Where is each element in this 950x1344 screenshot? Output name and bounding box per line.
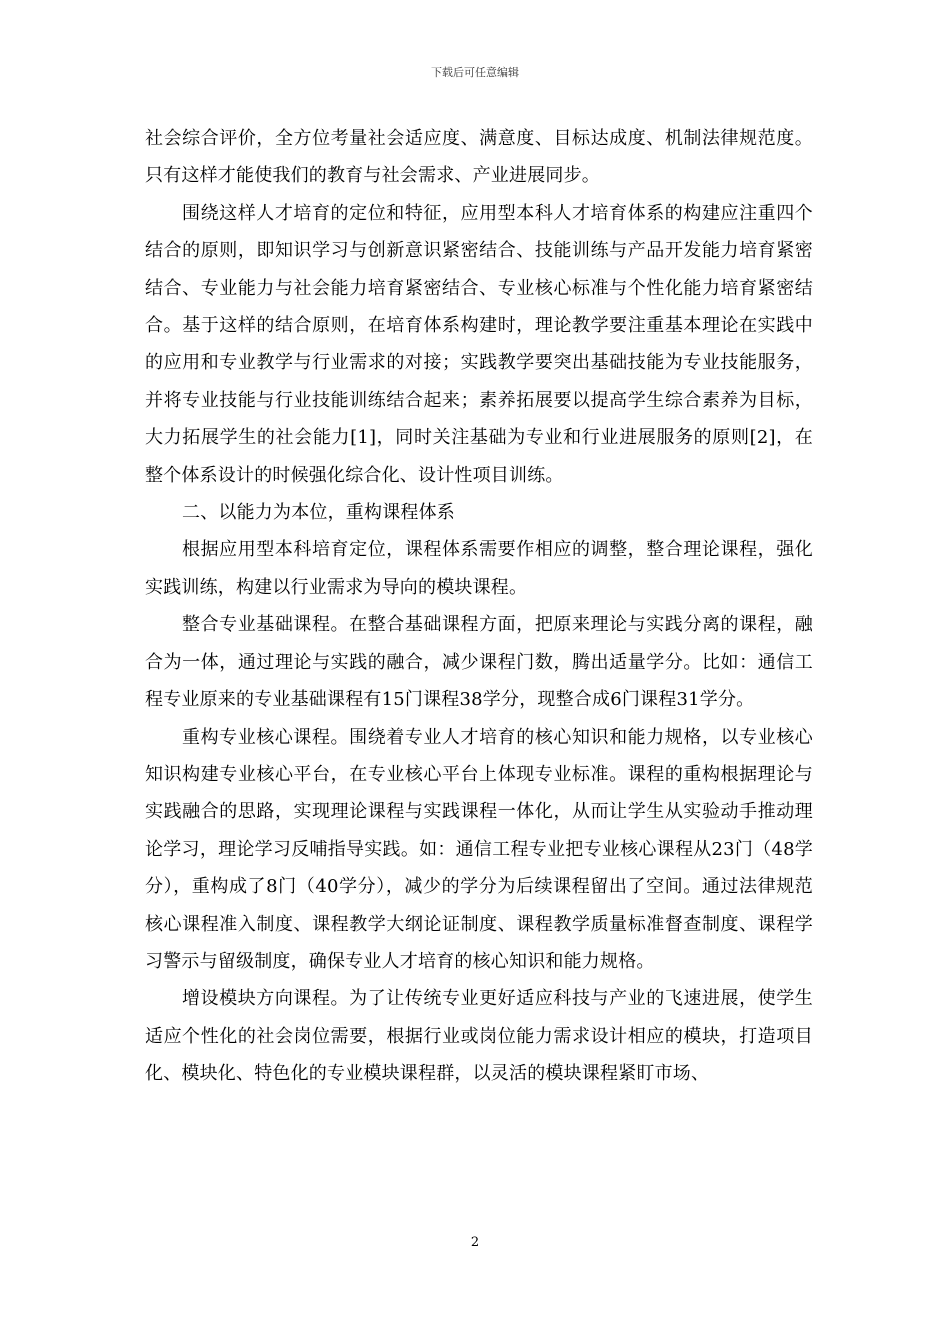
paragraph-1: 社会综合评价，全方位考量社会适应度、满意度、目标达成度、机制法律规范度。只有这样才能使我们的教育与社会需求、产业进展同步。 <box>145 128 813 187</box>
body-text <box>145 120 813 1093</box>
paragraph-5: 重构专业核心课程。围绕着专业人才培育的核心知识和能力规格，以专业核心知识构建专业核心平台，在专业核心平台上体现专业标准。课程的重构根据理论与实践融合的思路，实现理论课程与实践课程一体化，从而让学生从实验动手推动理论学习，理论学习反哺指导实践。如：通信工程专业把专业核心课程从23门（48学分），重构成了8门（40学分），减少的学分为后续课程留出了空间。通过法律规范核心课程准入制度、课程教学大纲论证制度、课程教学质量标准督查制度、课程学习警示与留级制度，确保专业人才培育的核心知识和能力规格。 <box>145 726 813 972</box>
paragraph-4: 整合专业基础课程。在整合基础课程方面，把原来理论与实践分离的课程，融合为一体，通过理论与实践的融合，减少课程门数，腾出适量学分。比如：通信工程专业原来的专业基础课程有15门课程38学分，现整合成6门课程31学分。 <box>145 614 813 711</box>
section-heading: 二、以能力为本位，重构课程体系 <box>182 502 455 524</box>
paragraph-3: 根据应用型本科培育定位，课程体系需要作相应的调整，整合理论课程，强化实践训练，构建以行业需求为导向的模块课程。 <box>145 539 813 598</box>
paragraph-2: 围绕这样人才培育的定位和特征，应用型本科人才培育体系的构建应注重四个结合的原则，即知识学习与创新意识紧密结合、技能训练与产品开发能力培育紧密结合、专业能力与社会能力培育紧密结合、专业核心标准与个性化能力培育紧密结合。基于这样的结合原则，在培育体系构建时，理论教学要注重基本理论在实践中的应用和专业教学与行业需求的对接；实践教学要突出基础技能为专业技能服务，并将专业技能与行业技能训练结合起来；素养拓展要以提高学生综合素养为目标，大力拓展学生的社会能力[1]，同时关注基础为专业和行业进展服务的原则[2]，在整个体系设计的时候强化综合化、设计性项目训练。 <box>145 202 813 486</box>
page-number: 2 <box>470 1235 480 1250</box>
paragraph-6: 增设模块方向课程。为了让传统专业更好适应科技与产业的飞速进展，使学生适应个性化的社会岗位需要，根据行业或岗位能力需求设计相应的模块，打造项目化、模块化、特色化的专业模块课程群，以灵活的模块课程紧盯市场、 <box>145 988 813 1085</box>
page-header-note: 下载后可任意编辑 <box>431 66 519 79</box>
